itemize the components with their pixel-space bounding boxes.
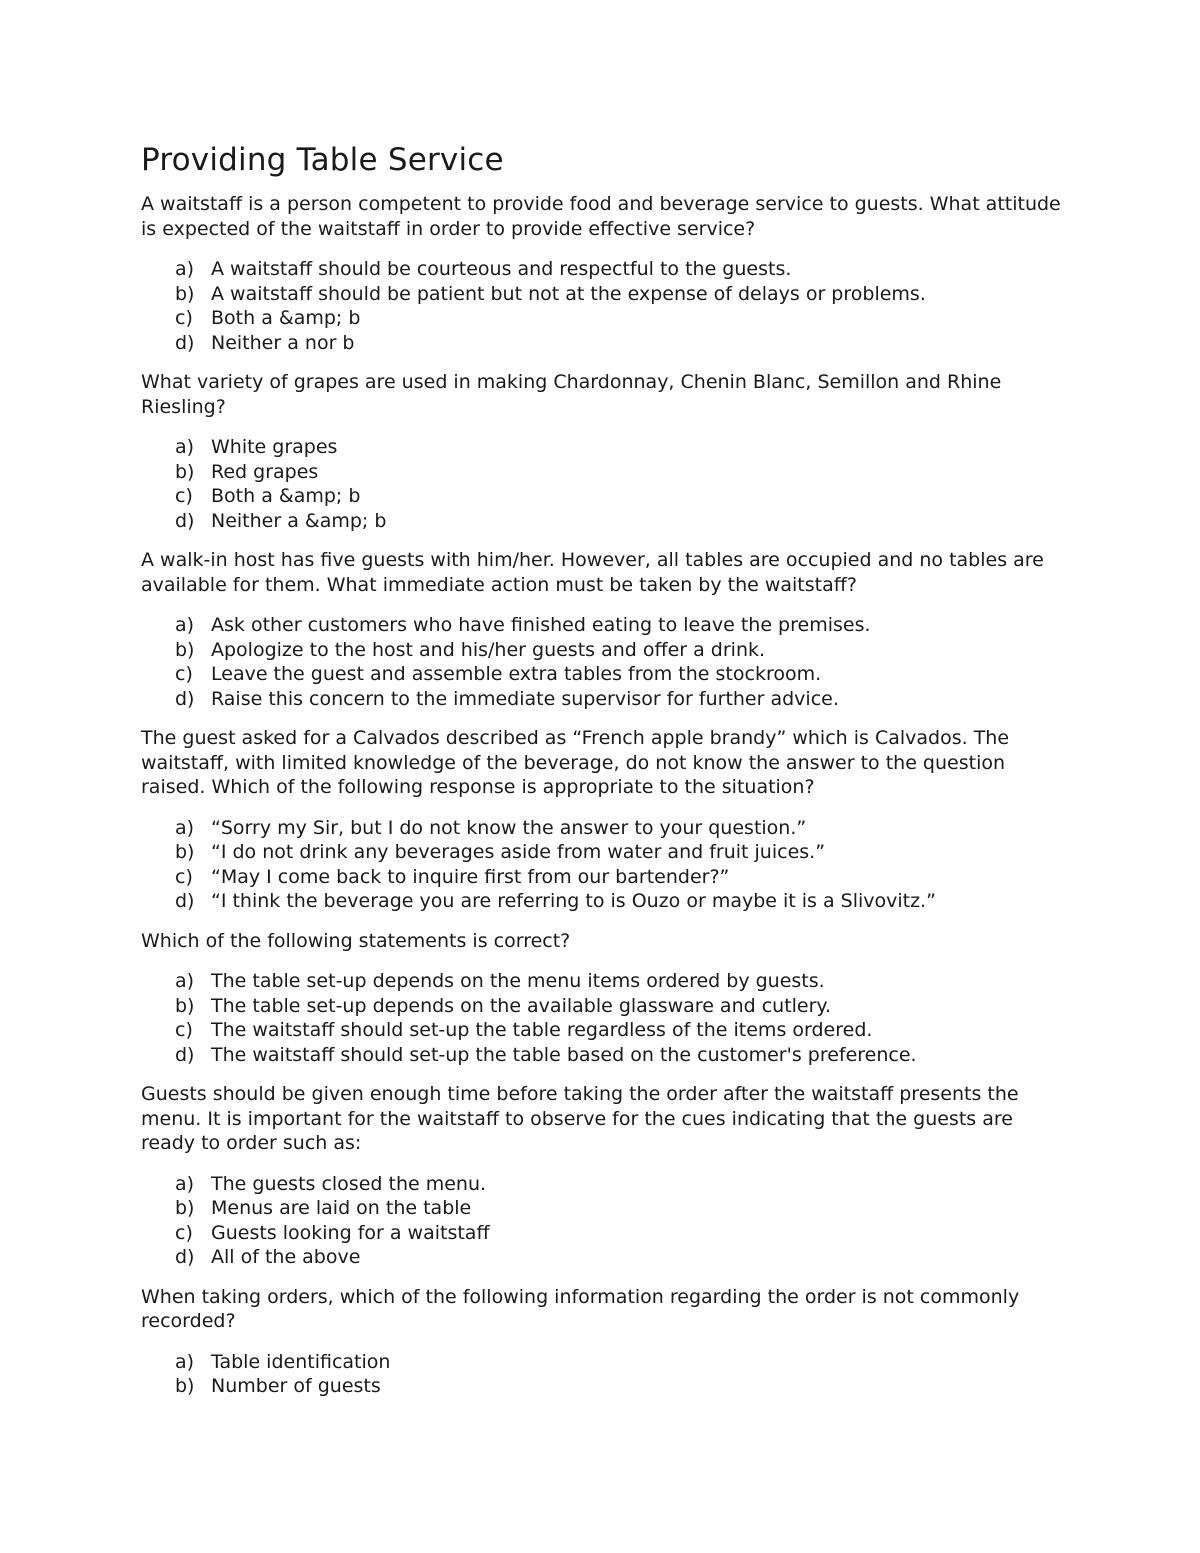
option-item — [141, 484, 1061, 509]
question-block — [141, 548, 1061, 711]
option-text: Neither a nor b — [211, 331, 355, 354]
option-text: The table set-up depends on the menu items ordered by guests. — [211, 970, 825, 992]
option-item — [141, 509, 1061, 534]
option-letter: a) — [175, 816, 195, 839]
option-letter: a) — [175, 970, 195, 992]
question-block — [141, 1285, 1061, 1399]
option-text: Table identification — [211, 1350, 391, 1373]
option-item — [141, 969, 1061, 994]
question-block — [141, 929, 1061, 1068]
option-letter: b) — [175, 638, 195, 661]
option-item — [141, 994, 1061, 1019]
option-text: Neither a &amp; b — [211, 509, 387, 532]
option-letter: b) — [175, 460, 195, 483]
option-item — [141, 638, 1061, 663]
option-text: Apologize to the host and his/her guests and offer a drink. — [211, 638, 766, 661]
option-text: Menus are laid on the table — [211, 1197, 472, 1219]
option-item — [141, 816, 1061, 841]
option-text: White grapes — [211, 436, 338, 458]
option-item — [141, 435, 1061, 460]
option-letter: c) — [175, 663, 193, 685]
option-letter: d) — [175, 1246, 195, 1268]
option-item — [141, 840, 1061, 865]
question-block — [141, 192, 1061, 355]
option-item — [141, 613, 1061, 638]
question-text: A waitstaff is a person competent to provide food and beverage service to guests. What attitude is expected of the waitstaff in order to provide effective service? — [141, 193, 1061, 240]
option-letter: c) — [175, 1019, 193, 1041]
option-text: Leave the guest and assemble extra tables from the stockroom. — [211, 663, 822, 685]
option-list — [141, 816, 1061, 914]
option-letter: c) — [175, 485, 193, 507]
option-item — [141, 282, 1061, 307]
question-text: The guest asked for a Calvados described as “French apple brandy” which is Calvados. The waitstaff, with limited knowledge of the beverage, do not know the answer to the question raised. Which of the following response is appropriate to the situation? — [141, 727, 1010, 798]
option-letter: d) — [175, 509, 195, 532]
option-letter: d) — [175, 1043, 195, 1066]
option-text: “May I come back to inquire first from our bartender?” — [211, 865, 730, 888]
option-letter: d) — [175, 890, 195, 912]
option-letter: b) — [175, 1197, 195, 1219]
option-list — [141, 969, 1061, 1067]
option-text: The waitstaff should set-up the table based on the customer's preference. — [211, 1043, 917, 1066]
option-item — [141, 257, 1061, 282]
option-letter: d) — [175, 331, 195, 354]
question-block — [141, 1082, 1061, 1270]
option-text: Both a &amp; b — [211, 485, 361, 507]
option-text: Ask other customers who have finished eating to leave the premises. — [211, 614, 871, 636]
option-letter: c) — [175, 1221, 193, 1244]
option-item — [141, 1221, 1061, 1246]
question-block — [141, 726, 1061, 914]
option-item — [141, 460, 1061, 485]
option-text: The guests closed the menu. — [211, 1172, 487, 1195]
option-text: Number of guests — [211, 1375, 381, 1397]
option-letter: a) — [175, 614, 195, 636]
option-letter: b) — [175, 1375, 195, 1397]
option-item — [141, 1018, 1061, 1043]
question-text: When taking orders, which of the following information regarding the order is not commonly recorded? — [141, 1285, 1020, 1332]
option-item — [141, 865, 1061, 890]
option-item — [141, 1245, 1061, 1270]
option-item — [141, 1350, 1061, 1375]
question-text: A walk-in host has five guests with him/her. However, all tables are occupied and no tables are available for them. What immediate action must be taken by the waitstaff? — [141, 549, 1044, 596]
option-item — [141, 1196, 1061, 1221]
option-letter: a) — [175, 436, 195, 458]
document-page — [141, 140, 1061, 1414]
option-list — [141, 435, 1061, 533]
option-item — [141, 1172, 1061, 1197]
option-text: Raise this concern to the immediate supervisor for further advice. — [211, 687, 839, 710]
option-list — [141, 1350, 1061, 1399]
option-item — [141, 662, 1061, 687]
option-text: Both a &amp; b — [211, 307, 361, 329]
option-list — [141, 1172, 1061, 1270]
question-block — [141, 370, 1061, 533]
option-letter: a) — [175, 258, 195, 280]
option-text: All of the above — [211, 1246, 361, 1268]
document-title: Providing Table Service — [141, 142, 504, 178]
option-letter: c) — [175, 307, 193, 329]
option-item — [141, 306, 1061, 331]
option-letter: d) — [175, 687, 195, 710]
option-text: “I think the beverage you are referring to is Ouzo or maybe it is a Slivovitz.” — [211, 890, 936, 912]
option-item — [141, 331, 1061, 356]
option-letter: b) — [175, 841, 195, 863]
option-letter: b) — [175, 994, 195, 1017]
option-text: “Sorry my Sir, but I do not know the answer to your question.” — [211, 816, 807, 839]
option-item — [141, 889, 1061, 914]
option-list — [141, 613, 1061, 711]
question-text: What variety of grapes are used in making Chardonnay, Chenin Blanc, Semillon and Rhine Riesling? — [141, 371, 1002, 418]
question-list — [141, 192, 1061, 1399]
option-item — [141, 1043, 1061, 1068]
option-text: Guests looking for a waitstaff — [211, 1221, 490, 1244]
option-letter: c) — [175, 865, 193, 888]
option-text: “I do not drink any beverages aside from water and fruit juices.” — [211, 841, 826, 863]
option-text: Red grapes — [211, 460, 319, 483]
option-item — [141, 687, 1061, 712]
question-text: Guests should be given enough time before taking the order after the waitstaff presents the menu. It is important for the waitstaff to observe for the cues indicating that the guests are ready to order such as: — [141, 1083, 1019, 1154]
option-letter: b) — [175, 282, 195, 305]
option-text: A waitstaff should be courteous and respectful to the guests. — [211, 258, 792, 280]
option-item — [141, 1374, 1061, 1399]
option-text: A waitstaff should be patient but not at the expense of delays or problems. — [211, 282, 926, 305]
option-text: The waitstaff should set-up the table regardless of the items ordered. — [211, 1019, 873, 1041]
option-list — [141, 257, 1061, 355]
question-text: Which of the following statements is correct? — [141, 929, 571, 952]
option-letter: a) — [175, 1350, 195, 1373]
option-letter: a) — [175, 1172, 195, 1195]
option-text: The table set-up depends on the available glassware and cutlery. — [211, 994, 832, 1017]
